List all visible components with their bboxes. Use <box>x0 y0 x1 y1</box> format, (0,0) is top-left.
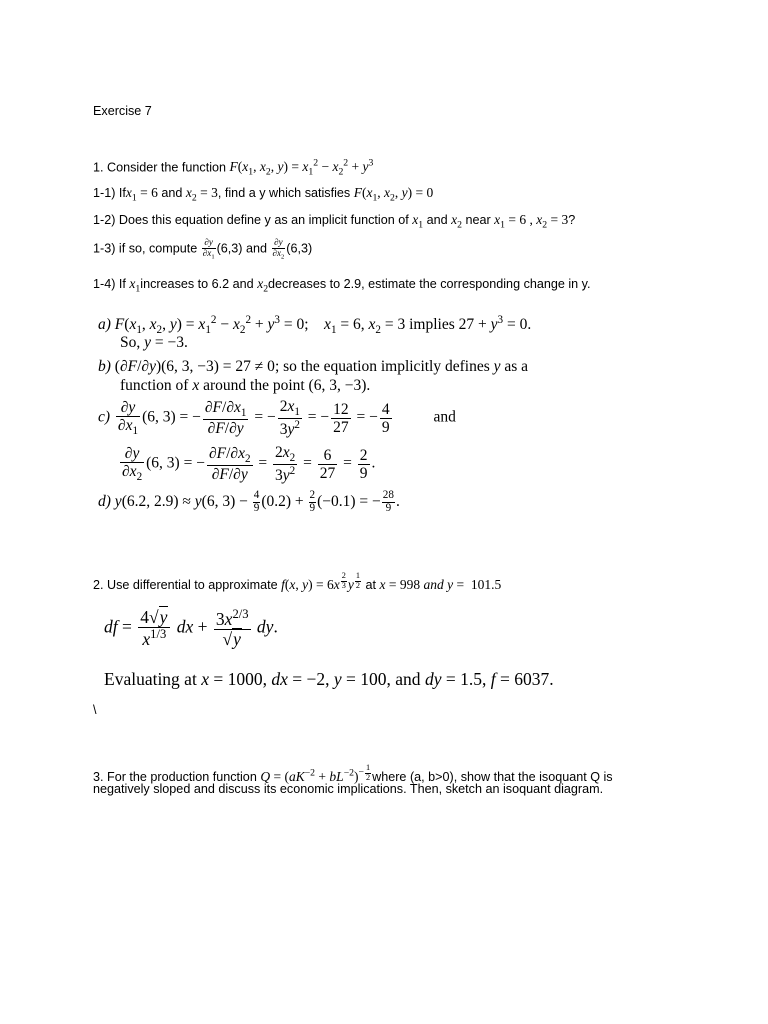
solution-b: b) (∂F/∂y)(6, 3, −3) = 27 ≠ 0; so the equation implicitly defines y as a <box>98 358 529 375</box>
question-1-3: 1-3) if so, compute $\frac{\partial y}{\partial x_1}$ (6,3) and $\frac{\partial y}{\partial x_2}$ (6,3) <box>93 237 313 260</box>
problem-3-line-2: negatively sloped and discuss its economic implications. Then, sketch an isoquant diagram. <box>93 782 604 796</box>
question-1-4: 1-4) If $x_1increases$ to 6.2 and $x_2decreases$ to 2.9, estimate the corresponding change in y. <box>93 276 591 295</box>
problem-3-line-1: 3. For the production function $Q = (aK^{-2} + bL^{-2})^{- \frac{1}{2}}$ where (a, b>0), show that the isoquant Q is <box>93 763 613 784</box>
differential-formula: df = $\frac{4√y}{x^{1/3}}$ dx + $\frac{3x^{2/3}}{√y}$ dy. <box>104 607 278 650</box>
solution-c-second: $\frac{\partial y}{\partial x_2}$ (6, 3) = − $\frac{\partial F/\partial x_2}{\partial F/\partial y}$ = $\frac{2x_2}{3y^2}$ = $\frac{6}{27}$ = $\frac{2}{9}$ . <box>122 444 376 485</box>
stray-backslash: \ <box>93 703 97 717</box>
problem-2-statement: 2. Use differential to approximate f(x, y) = 6x $^{\frac{2}{3}}$ y $^{\frac{1}{2}}$ at x = 998 and y = 101.5 <box>93 571 502 592</box>
solution-b-line2: function of x around the point (6, 3, −3). <box>120 377 371 394</box>
solution-a: a) $F(x_1$, $x_2$, $y) = x_1^2 - x_2^2 + y^3 = 0$; $x_1 = 6$, $x_2 = 3$ implies $27 + y^3 = 0$. <box>98 314 532 337</box>
question-1-2: 1-2) Does this equation define y as an implicit function of $x_1$ and $x_2$ near $x_1 = 6$ , $x_2 = 3$? <box>93 212 576 231</box>
exercise-title: Exercise 7 <box>93 104 152 118</box>
solution-a-result: So, y = −3. <box>120 334 188 351</box>
solution-c-first: c) $\frac{\partial y}{\partial x_1}$ (6, 3) = − $\frac{\partial F/\partial x_1}{\partial F/\partial y}$ = − $\frac{2x_1}{3y^2}$ = − $\frac{12}{27}$ = − $\frac{4}{9}$ and <box>98 398 456 439</box>
evaluation-line: Evaluating at x = 1000, dx = −2, y = 100, and dy = 1.5, f = 6037. <box>104 669 554 689</box>
question-1-1: 1-1) Ifx$_1$ = 6 and $x_2 = 3$, find a y which satisfies $F(x_1$, $x_2$, y) = 0 <box>93 185 434 204</box>
solution-d: d) y(6.2, 2.9) ≈ y(6, 3) − $\frac{4}{9}$ (0.2) + $\frac{2}{9}$ (−0.1) = − $\frac{28}{9}$ . <box>98 489 400 514</box>
problem-1-statement: 1. Consider the function $F(x_1$, $x_2$, $y) = x_1^2 - x_2^2 + y^3$ <box>93 158 374 178</box>
function-definition: $F(x_1$, $x_2$, $y) = x_1^2 - x_2^2 + y^3$ <box>229 158 374 178</box>
